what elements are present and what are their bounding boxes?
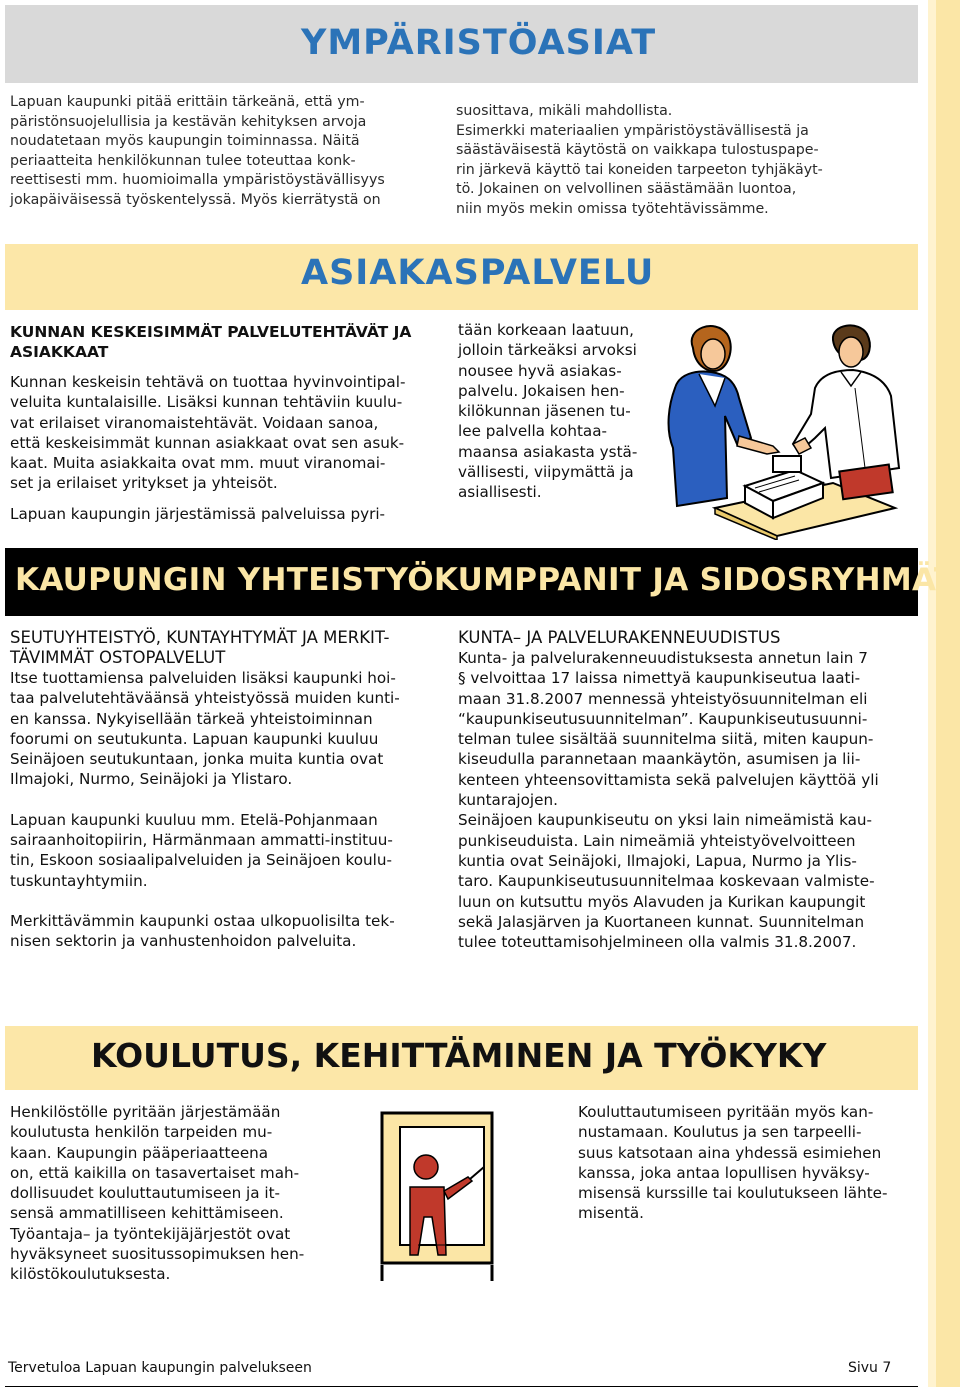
text-line: taa palvelutehtäväänsä yhteistyössä muiden kunti- — [10, 689, 400, 708]
text-line: Seinäjoen kaupunkiseutu on yksi lain nimeämistä kau- — [458, 811, 873, 830]
text-line: kuntarajojen. — [458, 791, 558, 810]
text-line: on, että kaikilla on tasavertaiset mah- — [10, 1163, 300, 1182]
partners-title: KAUPUNGIN YHTEISTYÖKUMPPANIT JA SIDOSRYHMÄT — [15, 562, 956, 598]
text-line: koulutusta henkilön tarpeiden mu- — [10, 1123, 273, 1142]
text-line: palvelu. Jokaisen hen- — [458, 381, 625, 400]
text-line: kaan. Kaupungin pääperiaatteena — [10, 1143, 269, 1162]
text-line: maansa asiakasta ystä- — [458, 442, 638, 461]
text-line: kuntia ovat Seinäjoki, Ilmajoki, Lapua, Nurmo ja Ylis- — [458, 851, 857, 870]
page-edge-stripe — [936, 0, 960, 1387]
text-line: sairaanhoitopiirin, Härmänmaan ammatti-instituu- — [10, 831, 393, 850]
text-line: tuskuntayhtymiin. — [10, 871, 148, 890]
text-line: telman tulee sisältää suunnitelma siitä, miten kaupun- — [458, 730, 874, 749]
text-line: jolloin tärkeäksi arvoksi — [458, 341, 637, 360]
text-line: kenteen yhteensovittamista sekä palvelujen käyttöä yli — [458, 770, 879, 789]
text-line: että keskeisimmät kunnan asiakkaat ovat sen asuk- — [10, 433, 405, 452]
text-line: vällisesti, viipymättä ja — [458, 463, 634, 482]
text-line: punkiseuduista. Lain nimeämiä yhteistyövelvoitteen — [458, 831, 856, 850]
text-line: hyväksyneet suositussopimuksen hen- — [10, 1245, 305, 1264]
text-line: noudatetaan myös kaupungin toiminnassa. Näitä — [10, 133, 360, 150]
text-line: nustamaan. Koulutus ja sen tarpeelli- — [578, 1123, 862, 1142]
environment-title: YMPÄRISTÖASIAT — [301, 23, 657, 63]
text-line: veluita kuntalaisille. Lisäksi kunnan tehtäviin kuulu- — [10, 393, 403, 412]
text-line: kilöstökoulutuksesta. — [10, 1265, 171, 1284]
training-right — [578, 1102, 913, 1224]
text-line: säästäväisestä käytöstä on vaikkapa tulostuspape- — [456, 142, 819, 159]
text-line: Lapuan kaupunki kuuluu mm. Etelä-Pohjanmaan — [10, 810, 378, 829]
cashier-customer-illustration — [655, 318, 913, 540]
text-line: Lapuan kaupunki pitää erittäin tärkeänä, että ym- — [10, 94, 365, 110]
text-line: kilökunnan jäsenen tu- — [458, 402, 631, 421]
text-line: en kanssa. Nykyisellään tärkeä yhteistoiminnan — [10, 709, 373, 728]
customer-service-right — [458, 320, 658, 503]
text-line: dollisuudet kouluttautumiseen ja it- — [10, 1184, 281, 1203]
text-line: luun on kutsuttu myös Alavuden ja Kurikan kaupungit — [458, 892, 866, 911]
text-line: nisen sektorin ja vanhustenhoidon palveluita. — [10, 932, 357, 951]
text-line: suosittava, mikäli mahdollista. — [456, 103, 673, 119]
text-line: tin, Eskoon sosiaalipalveluiden ja Seinäjoen koulu- — [10, 851, 392, 870]
training-banner — [5, 1026, 918, 1090]
text-line: foorumi on seutukunta. Lapuan kaupunki kuuluu — [10, 729, 379, 748]
text-line: periaatteita henkilökunnan tulee toteuttaa konk- — [10, 152, 356, 169]
text-line: jokapäiväisessä työskentelyssä. Myös kierrätystä on — [10, 191, 381, 208]
environment-right-text — [456, 102, 896, 220]
text-line: kiseudulla parannetaan maankäytön, asumisen ja lii- — [458, 750, 861, 769]
section-heading: SEUTUYHTEISTYÖ, KUNTAYHTYMÄT JA MERKIT- — [10, 628, 390, 647]
page-number: Sivu 7 — [848, 1360, 892, 1376]
environment-banner — [5, 5, 918, 83]
presenter-illustration — [360, 1105, 520, 1285]
text-line: asiallisesti. — [458, 483, 542, 502]
text-line: nousee hyvä asiakas- — [458, 361, 622, 380]
section-heading: ASIAKKAAT — [10, 343, 109, 361]
partners-right — [458, 628, 913, 952]
section-heading: KUNTA– JA PALVELURAKENNEUUDISTUS — [458, 628, 781, 647]
customer-service-banner — [5, 244, 918, 310]
text-line: Esimerkki materiaalien ympäristöystävällisestä ja — [456, 122, 809, 139]
text-line: Merkittävämmin kaupunki ostaa ulkopuolisilta tek- — [10, 911, 395, 930]
section-heading: TÄVIMMÄT OSTOPALVELUT — [10, 648, 226, 667]
text-line: taro. Kaupunkiseutusuunnitelmaa koskevaan valmiste- — [458, 872, 875, 891]
training-title: KOULUTUS, KEHITTÄMINEN JA TYÖKYKY — [91, 1036, 827, 1075]
text-line: § velvoittaa 17 laissa nimettyä kaupunkiseutua laati- — [458, 669, 861, 688]
text-line: maan 31.8.2007 mennessä yhteistyösuunnitelman eli — [458, 689, 868, 708]
text-line: Ilmajoki, Nurmo, Seinäjoki ja Ylistaro. — [10, 770, 293, 789]
customer-service-left — [10, 322, 440, 524]
text-line: tö. Jokainen on velvollinen säästämään luontoa, — [456, 181, 797, 198]
text-line: sensä ammatilliseen kehittämiseen. — [10, 1204, 284, 1223]
text-line: Kouluttautumiseen pyritään myös kan- — [578, 1103, 874, 1121]
text-line: Työantaja– ja työntekijäjärjestöt ovat — [10, 1224, 291, 1243]
text-line: reettisesti mm. huomioimalla ympäristöystävällisyys — [10, 172, 385, 189]
text-line: Itse tuottamiensa palveluiden lisäksi kaupunki hoi- — [10, 669, 396, 687]
text-line: Henkilöstölle pyritään järjestämään — [10, 1103, 281, 1121]
footer-left: Tervetuloa Lapuan kaupungin palvelukseen — [8, 1360, 312, 1376]
text-line: vat erilaiset viranomaistehtävät. Voidaan sanoa, — [10, 413, 379, 432]
partners-banner — [5, 548, 956, 616]
text-line: set ja erilaiset yritykset ja yhteisöt. — [10, 474, 278, 493]
text-line: rin järkevä käyttö tai koneiden tarpeeton tyhjäkäyt- — [456, 161, 823, 178]
section-heading: KUNNAN KESKEISIMMÄT PALVELUTEHTÄVÄT JA — [10, 323, 412, 341]
text-line: lee palvella kohtaa- — [458, 422, 608, 441]
training-left — [10, 1102, 310, 1285]
partners-left — [10, 628, 440, 952]
text-line: misentä. — [578, 1204, 644, 1223]
text-line: päristönsuojelullisia ja kestävän kehityksen arvoja — [10, 113, 367, 130]
text-line: tulee toteuttamisohjelmineen olla valmis 31.8.2007. — [458, 933, 857, 952]
text-line: Lapuan kaupungin järjestämissä palveluissa pyri- — [10, 504, 386, 523]
text-line: Seinäjoen seutukuntaan, jonka muita kuntia ovat — [10, 750, 384, 769]
text-line: sekä Jalasjärven ja Kuortaneen kunnat. Suunnitelman — [458, 912, 865, 931]
text-line: misensä kurssille tai koulutukseen lähte- — [578, 1184, 888, 1203]
text-line: tään korkeaan laatuun, — [458, 321, 634, 339]
text-line: kanssa, joka antaa lopullisen hyväksy- — [578, 1163, 870, 1182]
page-edge-light — [928, 0, 936, 1387]
text-line: “kaupunkiseutusuunnitelman”. Kaupunkiseutusuunni- — [458, 709, 868, 728]
text-line: niin myös mekin omissa työtehtävissämme. — [456, 200, 769, 217]
text-line: Kunnan keskeisin tehtävä on tuottaa hyvinvointipal- — [10, 373, 406, 391]
environment-left-text — [10, 93, 430, 211]
text-line: suus katsotaan aina yhdessä esimiehen — [578, 1143, 882, 1162]
customer-service-title: ASIAKASPALVELU — [301, 253, 655, 293]
text-line: kaat. Muita asiakkaita ovat mm. muut viranomai- — [10, 454, 386, 473]
text-line: Kunta- ja palvelurakenneuudistuksesta annetun lain 7 — [458, 649, 868, 667]
